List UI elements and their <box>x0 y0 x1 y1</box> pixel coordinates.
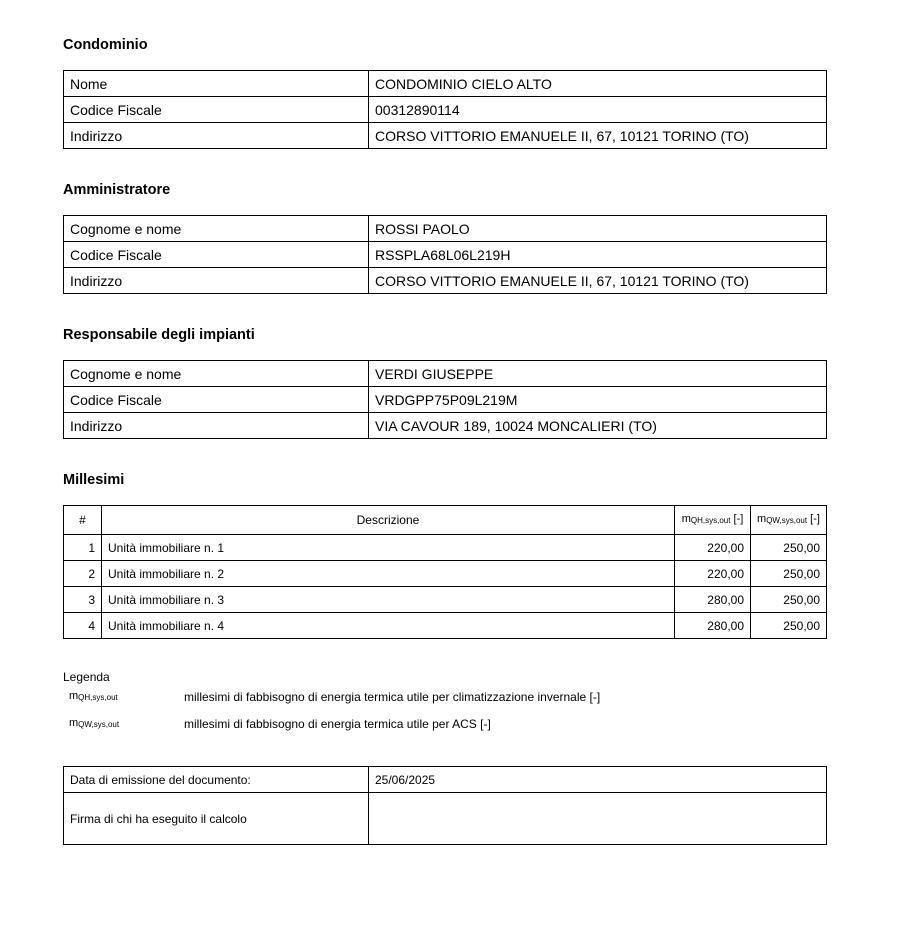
symbol-subscript: QH,sys,out <box>78 693 118 702</box>
column-header-num: # <box>64 506 102 535</box>
row-number: 4 <box>64 613 102 639</box>
field-value: 00312890114 <box>369 97 827 123</box>
field-label: Codice Fiscale <box>64 242 369 268</box>
symbol-base: m <box>69 690 79 702</box>
row-value-qw: 250,00 <box>751 613 827 639</box>
legend-description: millesimi di fabbisogno di energia termica utile per ACS [-] <box>184 717 491 731</box>
amministratore-table <box>63 215 827 294</box>
responsabile-table <box>63 360 827 439</box>
symbol-subscript: QW,sys,out <box>766 516 808 525</box>
field-value: VERDI GIUSEPPE <box>369 361 827 387</box>
emission-date-label: Data di emissione del documento: <box>64 767 369 793</box>
column-header-mqh <box>675 506 751 535</box>
row-value-qh: 280,00 <box>675 587 751 613</box>
table-row <box>64 242 827 268</box>
field-label: Indirizzo <box>64 123 369 149</box>
field-value: CORSO VITTORIO EMANUELE II, 67, 10121 TORINO (TO) <box>369 268 827 294</box>
field-label: Cognome e nome <box>64 361 369 387</box>
symbol-unit: [-] <box>733 513 744 525</box>
table-row <box>64 71 827 97</box>
symbol-base: m <box>681 513 691 525</box>
row-description: Unità immobiliare n. 4 <box>102 613 675 639</box>
legend-symbol <box>69 690 118 702</box>
symbol-base: m <box>757 513 767 525</box>
field-label: Cognome e nome <box>64 216 369 242</box>
field-label: Codice Fiscale <box>64 97 369 123</box>
symbol-subscript: QW,sys,out <box>78 720 120 729</box>
field-label: Indirizzo <box>64 268 369 294</box>
legend-title: Legenda <box>63 670 110 684</box>
signature-label: Firma di chi ha eseguito il calcolo <box>64 793 369 845</box>
table-row <box>64 413 827 439</box>
section-title-millesimi: Millesimi <box>63 472 125 488</box>
field-value: RSSPLA68L06L219H <box>369 242 827 268</box>
field-value: VIA CAVOUR 189, 10024 MONCALIERI (TO) <box>369 413 827 439</box>
row-description: Unità immobiliare n. 1 <box>102 535 675 561</box>
table-row <box>64 123 827 149</box>
row-description: Unità immobiliare n. 3 <box>102 587 675 613</box>
row-number: 2 <box>64 561 102 587</box>
millesimi-table <box>63 505 827 639</box>
table-row <box>64 216 827 242</box>
table-row <box>64 587 827 613</box>
symbol-subscript: QH,sys,out <box>690 516 731 525</box>
signature-field <box>369 793 827 845</box>
table-row <box>64 361 827 387</box>
table-row <box>64 793 827 845</box>
field-value: VRDGPP75P09L219M <box>369 387 827 413</box>
table-row <box>64 387 827 413</box>
symbol-unit: [-] <box>810 513 820 525</box>
field-value: CORSO VITTORIO EMANUELE II, 67, 10121 TORINO (TO) <box>369 123 827 149</box>
row-value-qh: 280,00 <box>675 613 751 639</box>
table-row <box>64 767 827 793</box>
table-header-row <box>64 506 827 535</box>
column-header-mqw <box>751 506 827 535</box>
column-header-descrizione: Descrizione <box>102 506 675 535</box>
row-description: Unità immobiliare n. 2 <box>102 561 675 587</box>
emission-table <box>63 766 827 845</box>
row-number: 1 <box>64 535 102 561</box>
legend-item <box>63 717 763 733</box>
legend-description: millesimi di fabbisogno di energia termica utile per climatizzazione invernale [-] <box>184 690 601 704</box>
table-row <box>64 535 827 561</box>
condominio-table <box>63 70 827 149</box>
row-value-qw: 250,00 <box>751 561 827 587</box>
legend-symbol <box>69 717 119 729</box>
row-value-qh: 220,00 <box>675 535 751 561</box>
field-label: Nome <box>64 71 369 97</box>
row-number: 3 <box>64 587 102 613</box>
table-row <box>64 268 827 294</box>
field-label: Indirizzo <box>64 413 369 439</box>
row-value-qw: 250,00 <box>751 587 827 613</box>
row-value-qh: 220,00 <box>675 561 751 587</box>
field-label: Codice Fiscale <box>64 387 369 413</box>
row-value-qw: 250,00 <box>751 535 827 561</box>
symbol-base: m <box>69 717 79 729</box>
section-title-amministratore: Amministratore <box>63 182 171 198</box>
table-row <box>64 561 827 587</box>
table-row <box>64 97 827 123</box>
section-title-condominio: Condominio <box>63 37 148 53</box>
field-value: ROSSI PAOLO <box>369 216 827 242</box>
emission-date-value: 25/06/2025 <box>369 767 827 793</box>
section-title-responsabile: Responsabile degli impianti <box>63 327 255 343</box>
table-row <box>64 613 827 639</box>
legend-item <box>63 690 763 706</box>
field-value: CONDOMINIO CIELO ALTO <box>369 71 827 97</box>
